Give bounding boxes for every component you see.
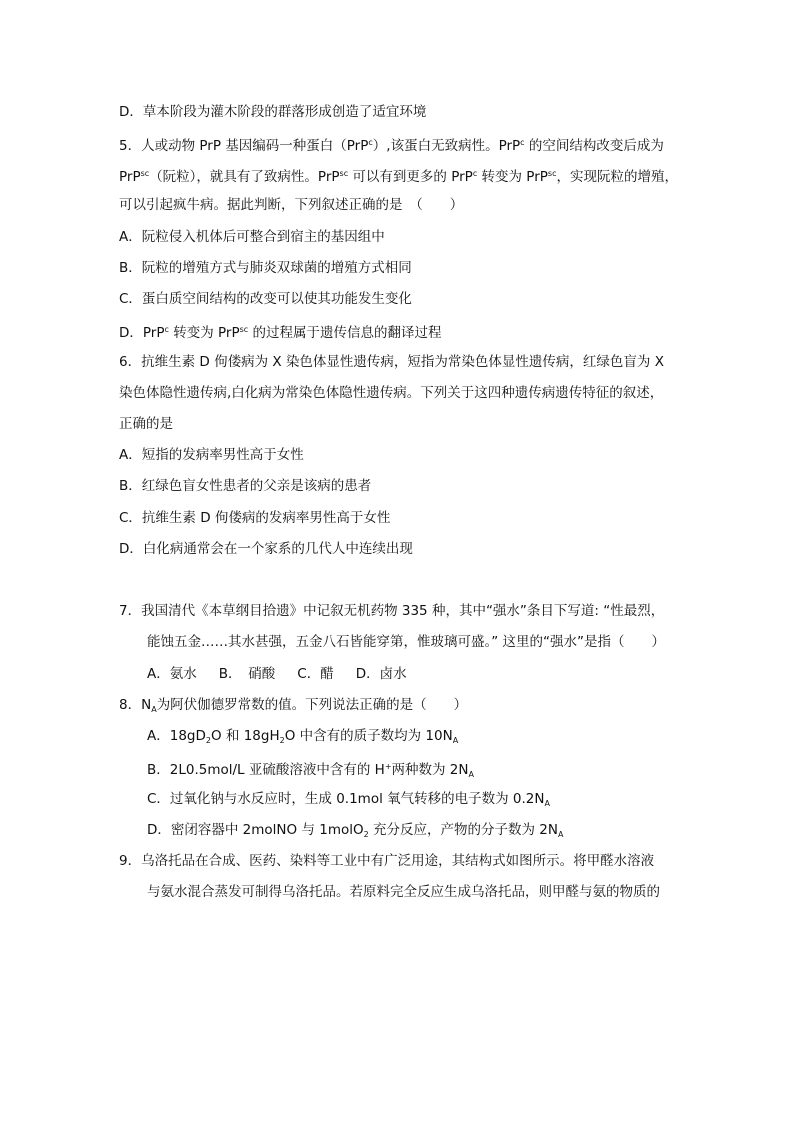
q7-option-a: A．氨水 xyxy=(147,666,197,682)
q5-option-b: B．阮粒的增殖方式与肺炎双球菌的增殖方式相同 xyxy=(119,260,412,276)
q7-stem-line1: 7．我国清代《本草纲目拾遗》中记叙无机药物 335 种，其中“强水”条目下写道: “性最烈， xyxy=(119,603,665,619)
q8-stem: 8．$N_A$为阿伏伽德罗常数的值。下列说法正确的是（ ） xyxy=(119,697,468,714)
q5-option-c: C．蛋白质空间结构的改变可以使其功能发生变化 xyxy=(119,291,412,307)
q5-option-a: A．阮粒侵入机体后可整合到宿主的基因组中 xyxy=(119,229,385,245)
q6-option-b: B．红绿色盲女性患者的父亲是该病的患者 xyxy=(119,478,372,494)
q6-option-c: C．抗维生素 D 佝偻病的发病率男性高于女性 xyxy=(119,510,391,526)
q5-stem-line3: 可以引起疯牛病。据此判断，下列叙述正确的是 （ ） xyxy=(119,197,464,213)
q8-option-a: A．$18gD_2O$ 和 $18gH_2O$ 中含有的质子数均为 $10N_A$ xyxy=(147,728,459,745)
q5-stem-line2: PrP$^{sc}$（阮粒），就具有了致病性。PrP$^{sc}$ 可以有到更多的 PrP$^c$ 转变为 PrP$^{sc}$，实现阮粒的增殖， xyxy=(119,169,678,185)
q8-option-b: B．2L0.5mol/L 亚硫酸溶液中含有的 H+两种数为 $2N_A$ xyxy=(147,762,474,779)
q6-stem-line2: 染色体隐性遗传病,白化病为常染色体隐性遗传病。下列关于这四种遗传病遗传特征的叙述， xyxy=(119,385,664,401)
q7-option-c: C．醋 xyxy=(297,666,334,682)
q8-option-c: C．过氧化钠与水反应时，生成 0.1mol 氧气转移的电子数为 $0.2N_A$ xyxy=(147,791,550,808)
q7-option-d: D．卤水 xyxy=(355,666,407,682)
q4-option-d: D．草本阶段为灌木阶段的群落形成创造了适宜环境 xyxy=(119,104,427,120)
q9-stem-line1: 9．乌洛托品在合成、医药、染料等工业中有广泛用途，其结构式如图所示。将甲醛水溶液 xyxy=(119,853,655,869)
q9-stem-line2: 与氨水混合蒸发可制得乌洛托品。若原料完全反应生成乌洛托品，则甲醛与氨的物质的 xyxy=(147,884,660,900)
q6-stem-line1: 6．抗维生素 D 佝偻病为 X 染色体显性遗传病，短指为常染色体显性遗传病，红绿色盲为 X xyxy=(119,354,664,370)
q6-option-d: D．白化病通常会在一个家系的几代人中连续出现 xyxy=(119,541,413,557)
q5-stem-line1: 5．人或动物 PrP 基因编码一种蛋白（PrP$^c$）,该蛋白无致病性。PrP$^c$ 的空间结构改变后成为 xyxy=(119,138,664,154)
q7-options xyxy=(147,665,407,683)
q7-option-b: B． 硝酸 xyxy=(218,666,276,682)
q5-option-d: D．PrP$^c$ 转变为 PrP$^{sc}$ 的过程属于遗传信息的翻译过程 xyxy=(119,325,442,341)
q7-stem-line2: 能蚀五金……其水甚强，五金八石皆能穿第，惟玻璃可盛。” 这里的“强水”是指（ ） xyxy=(147,634,666,650)
q6-stem-line3: 正确的是 xyxy=(119,416,173,432)
q8-option-d: D．密闭容器中 2molNO 与 1molO$_2$ 充分反应，产物的分子数为 $2N_A$ xyxy=(147,822,564,839)
q6-option-a: A．短指的发病率男性高于女性 xyxy=(119,447,304,463)
